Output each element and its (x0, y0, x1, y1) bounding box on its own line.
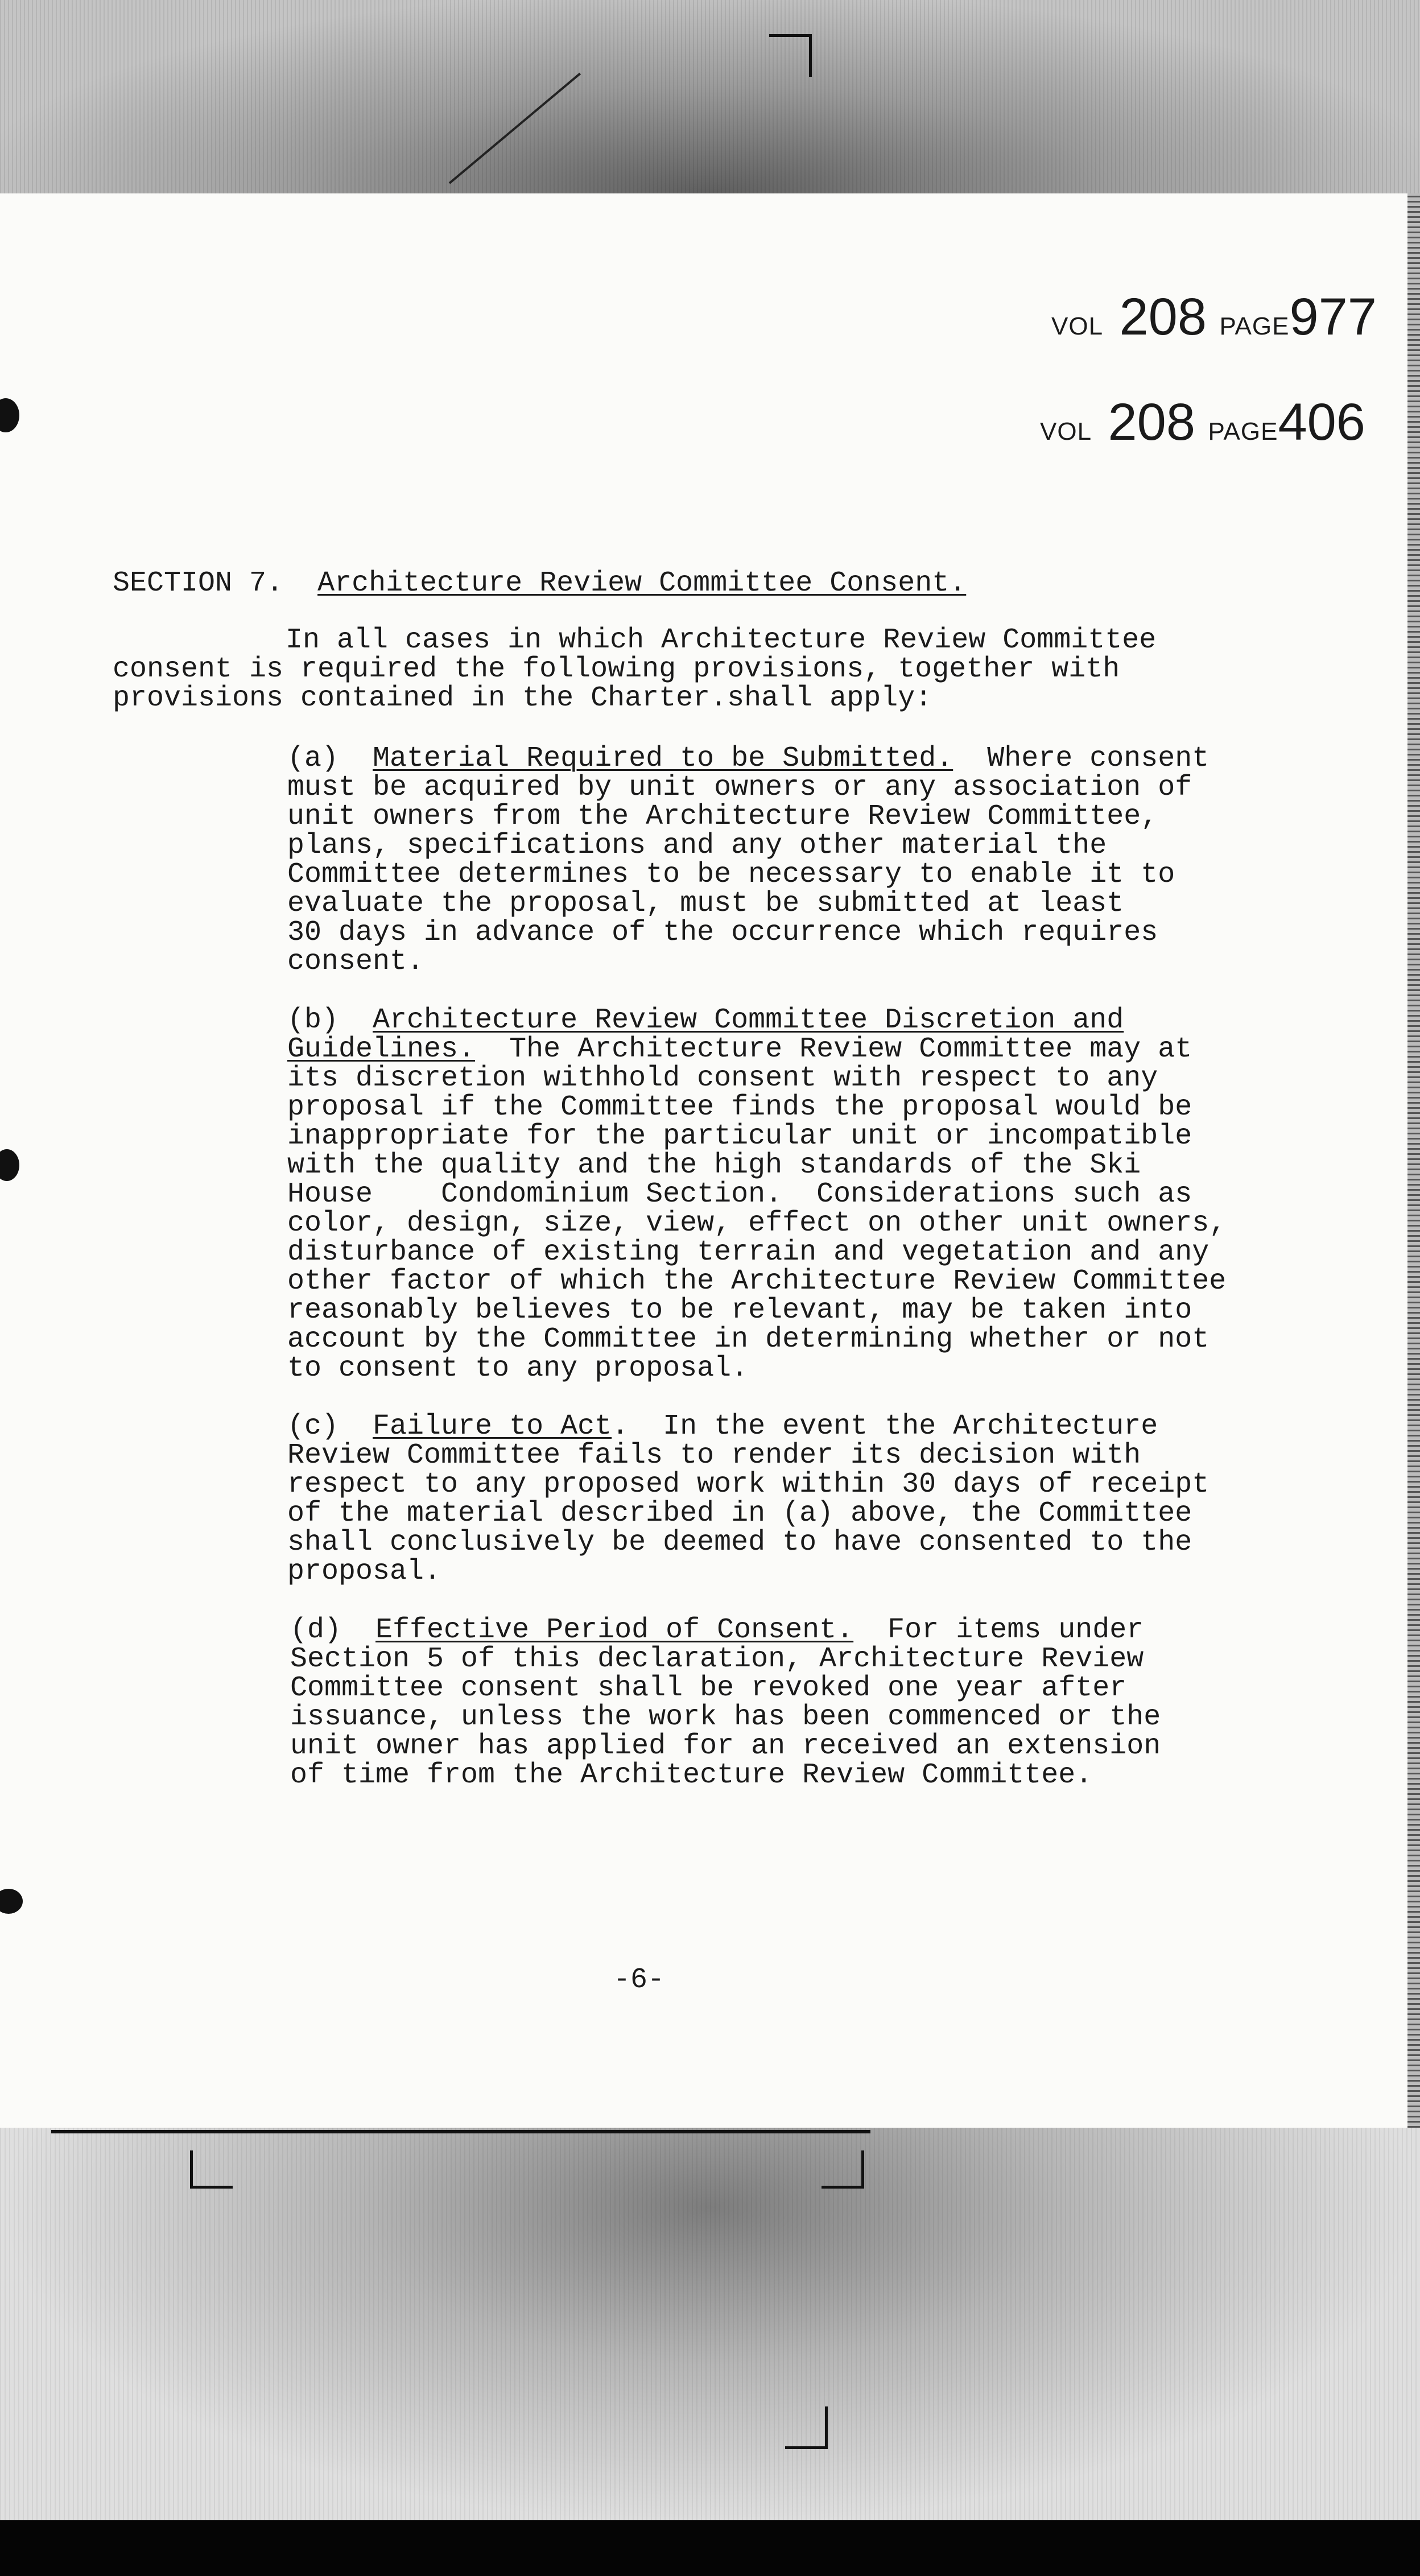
paragraph-line: Committee determines to be necessary to enable it to (287, 858, 1175, 891)
paragraph-line: respect to any proposed work within 30 days of receipt (287, 1468, 1210, 1501)
paragraph-first-line (287, 1412, 1158, 1441)
intro-line: provisions contained in the Charter.shall apply: (113, 682, 932, 715)
vol-number: 208 (1119, 288, 1207, 346)
intro-line: In all cases in which Architecture Review Committee (286, 624, 1157, 657)
paragraph-line: to consent to any proposal. (287, 1352, 749, 1385)
paragraph-line: with the quality and the high standards of the Ski (287, 1149, 1141, 1182)
page-number-stamp: 406 (1278, 393, 1365, 451)
paragraph-label: (a) (287, 742, 339, 775)
vol-label: VOL (1051, 312, 1104, 340)
paragraph-text: . In the event the Architecture (612, 1410, 1158, 1443)
crop-mark-bottom-left (190, 2150, 233, 2189)
paragraph-text: The Architecture Review Committee may at (475, 1033, 1192, 1066)
crop-mark-bottom-center (822, 2150, 864, 2189)
paragraph-line: Committee consent shall be revoked one year after (290, 1672, 1127, 1704)
paragraph-line: other factor of which the Architecture Review Committee (287, 1265, 1227, 1298)
page-label: PAGE (1208, 418, 1278, 445)
page-number-stamp: 977 (1289, 288, 1377, 346)
paragraph-first-line (290, 1616, 1144, 1645)
paragraph-line: inappropriate for the particular unit or incompatible (287, 1120, 1192, 1153)
paragraph-line: plans, specifications and any other material the (287, 829, 1107, 862)
section-number: SECTION 7. (113, 567, 284, 600)
paragraph-line: consent. (287, 946, 424, 978)
footer-rule (51, 2130, 870, 2133)
paragraph-heading: Effective Period of Consent. (375, 1614, 854, 1646)
scan-bottom-strip (0, 2520, 1420, 2576)
paragraph-line: unit owner has applied for an received an extension (290, 1730, 1161, 1762)
paragraph-text: Where consent (953, 742, 1210, 775)
paragraph-line: color, design, size, view, effect on other unit owners, (287, 1207, 1227, 1240)
scan-top-margin (0, 0, 1420, 196)
paragraph-heading: Material Required to be Submitted. (373, 742, 953, 775)
volume-page-stamp (1051, 287, 1377, 347)
paragraph-line: Section 5 of this declaration, Architecture Review (290, 1643, 1144, 1675)
paragraph-line: evaluate the proposal, must be submitted at least (287, 887, 1124, 920)
crop-mark-bottom-lower (785, 2406, 828, 2449)
paragraph-line: proposal. (287, 1555, 441, 1588)
page-number: -6- (613, 1964, 665, 1996)
paragraph-line: issuance, unless the work has been commenced or the (290, 1701, 1161, 1733)
paragraph-line: must be acquired by unit owners or any association of (287, 771, 1192, 804)
paragraph-text: For items under (853, 1614, 1144, 1646)
paragraph-line: proposal if the Committee finds the proposal would be (287, 1091, 1192, 1124)
page-label: PAGE (1219, 312, 1290, 340)
paragraph-line: of the material described in (a) above, the Committee (287, 1497, 1192, 1530)
section-title: Architecture Review Committee Consent. (317, 567, 967, 600)
paragraph-label: (b) (287, 1004, 339, 1037)
paragraph-line: reasonably believes to be relevant, may be taken into (287, 1294, 1192, 1327)
paragraph-heading-cont: Guidelines. (287, 1033, 476, 1066)
vol-number: 208 (1108, 393, 1195, 451)
paragraph-line: 30 days in advance of the occurrence which requires (287, 917, 1158, 949)
volume-page-stamp (1040, 393, 1365, 452)
intro-line: consent is required the following provisions, together with (113, 653, 1120, 686)
paragraph-heading: Failure to Act (373, 1410, 612, 1443)
paragraph-line: unit owners from the Architecture Review Committee, (287, 800, 1158, 833)
paragraph-first-line (287, 744, 1209, 773)
crop-mark-top (769, 34, 812, 77)
page-edge (1407, 193, 1420, 2128)
section-heading (113, 569, 966, 598)
paragraph-line: its discretion withhold consent with respect to any (287, 1062, 1158, 1095)
paragraph-first-line (287, 1006, 1124, 1035)
vol-label: VOL (1040, 418, 1092, 445)
paragraph-label: (d) (290, 1614, 342, 1646)
paragraph-line: shall conclusively be deemed to have consented to the (287, 1526, 1192, 1559)
paragraph-line: account by the Committee in determining whether or not (287, 1323, 1210, 1356)
paragraph-line (287, 1035, 1192, 1064)
paragraph-heading: Architecture Review Committee Discretion and (373, 1004, 1124, 1037)
paragraph-line: Review Committee fails to render its decision with (287, 1439, 1141, 1472)
paragraph-line: of time from the Architecture Review Committee. (290, 1759, 1093, 1791)
paragraph-line: disturbance of existing terrain and vegetation and any (287, 1236, 1210, 1269)
paragraph-label: (c) (287, 1410, 339, 1443)
paragraph-line: House Condominium Section. Considerations such as (287, 1178, 1192, 1211)
